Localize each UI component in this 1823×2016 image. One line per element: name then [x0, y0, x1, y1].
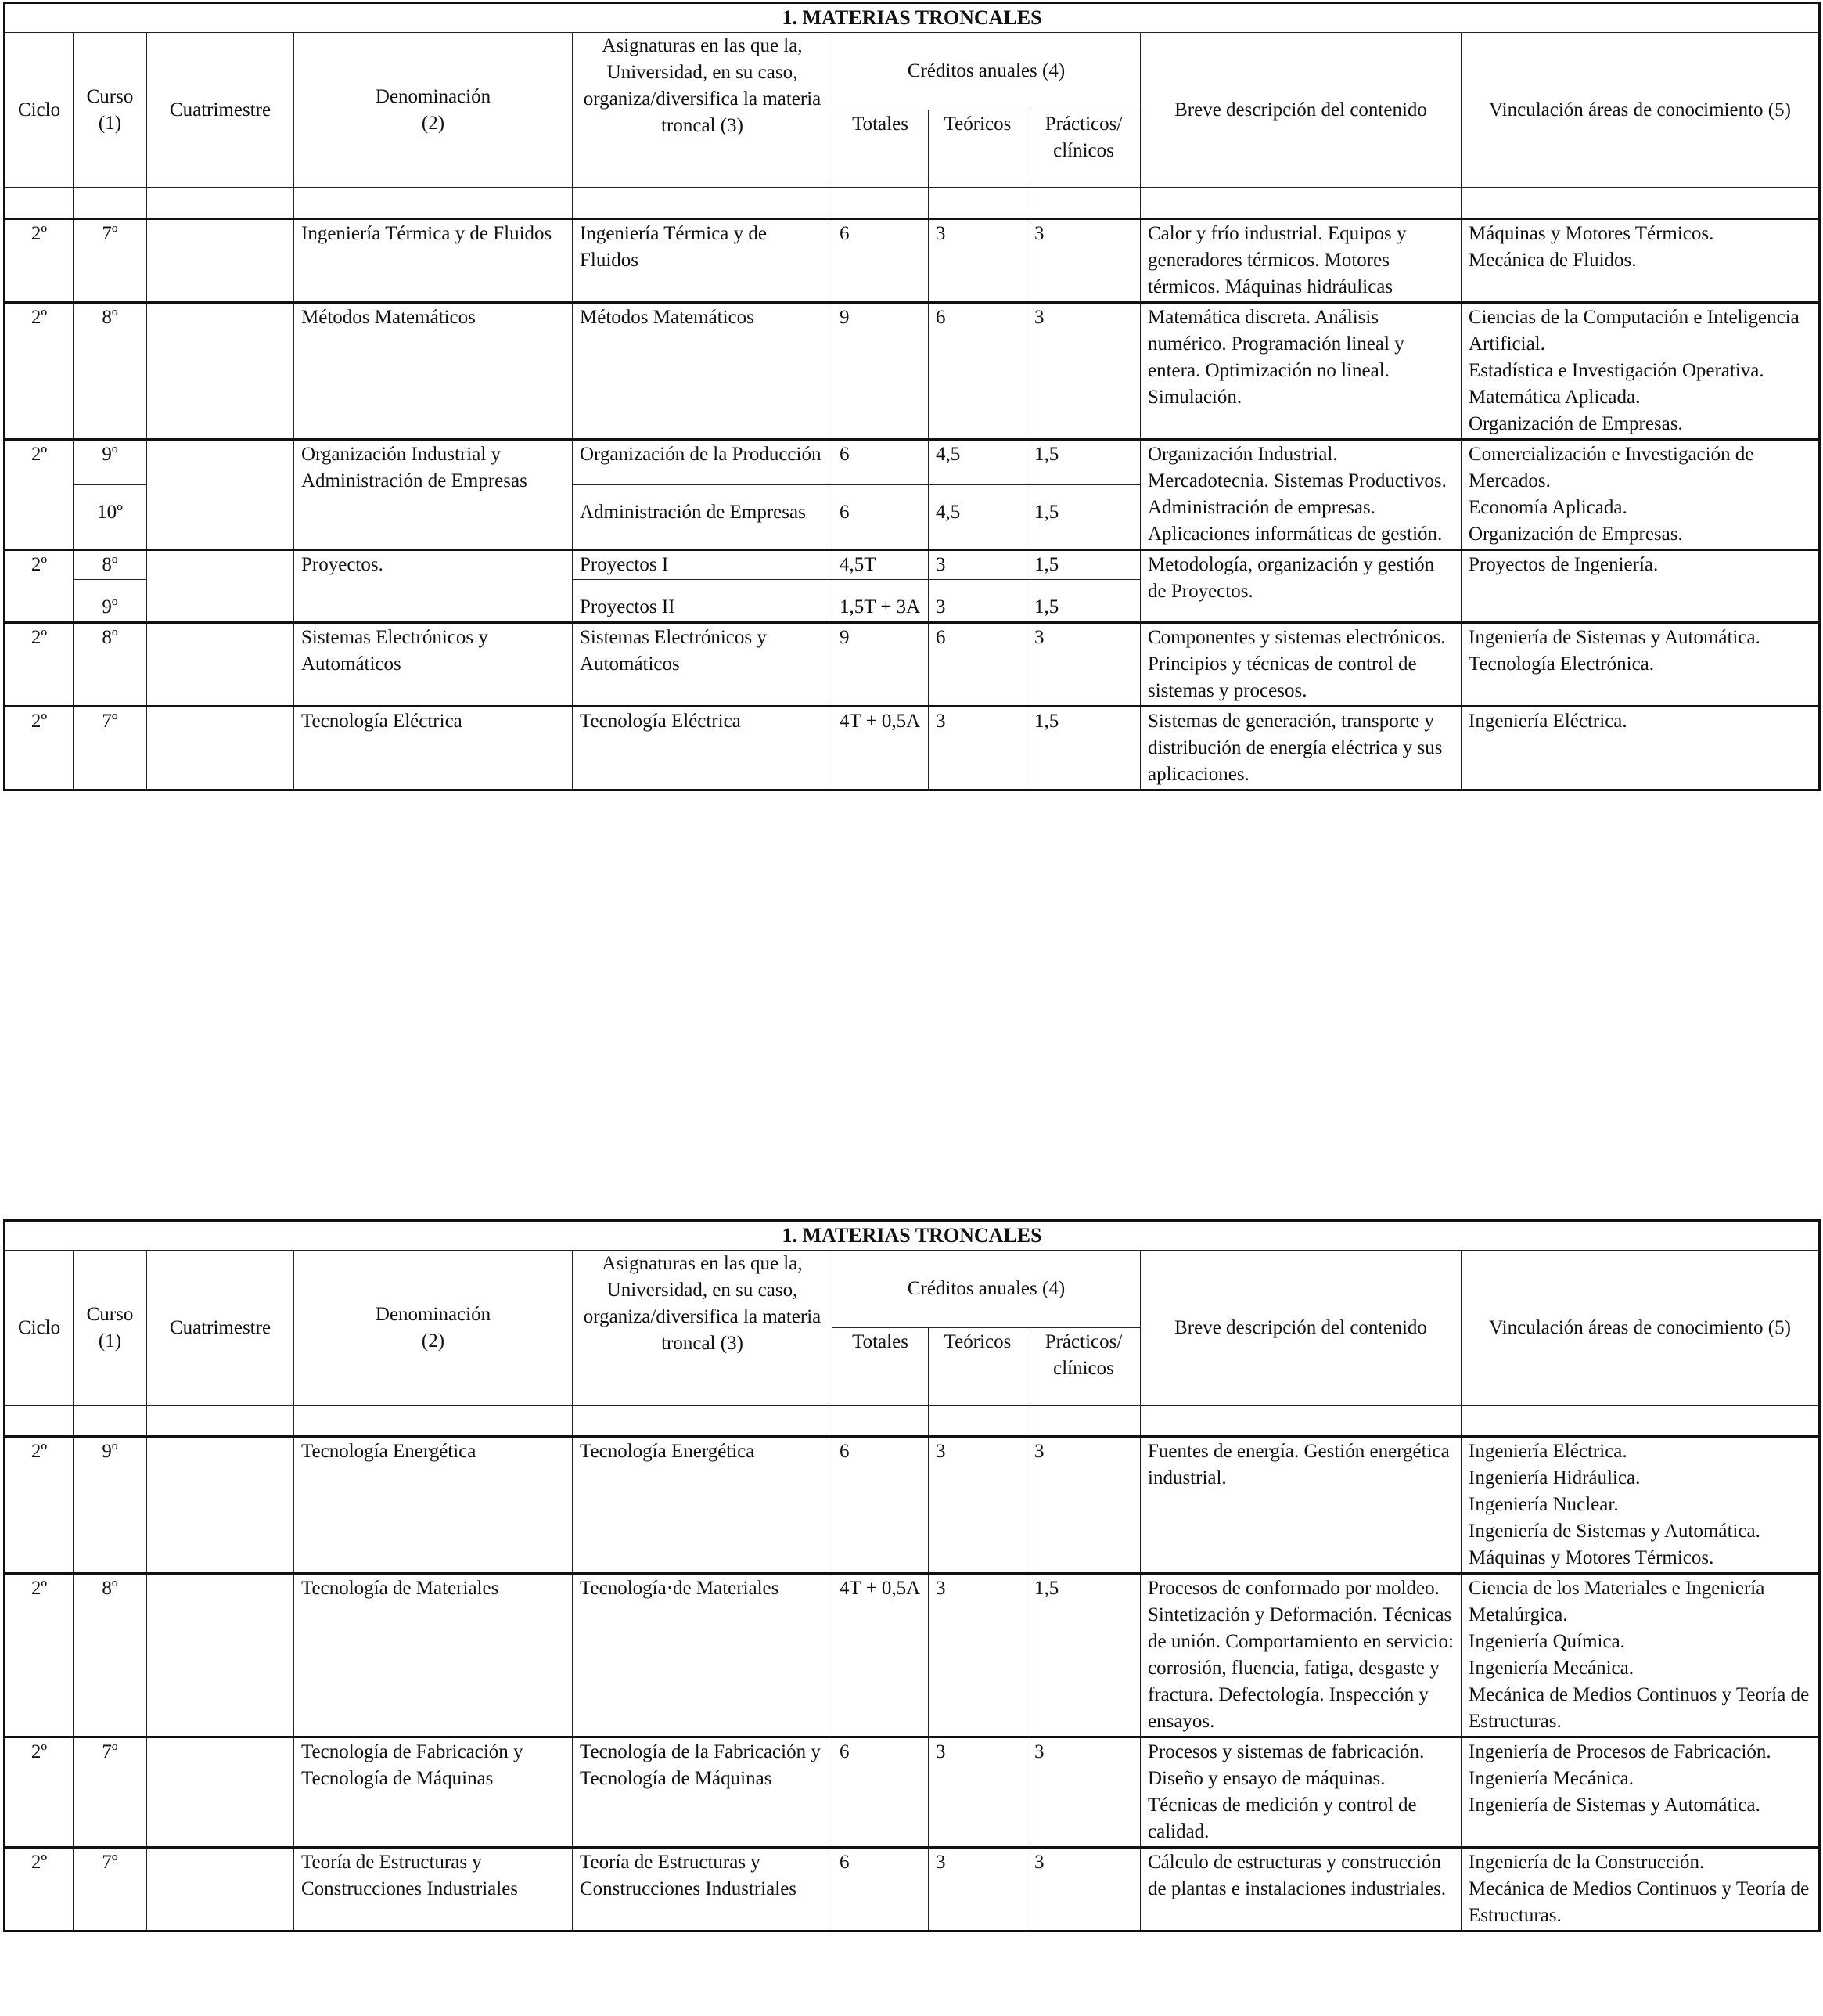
header-curso-note: (1): [98, 1330, 122, 1352]
header-denominacion-label: Denominación: [375, 85, 491, 107]
cell-practicos: 1,5: [1027, 707, 1141, 790]
cell-asignatura: Tecnología Energética: [573, 1437, 832, 1574]
header-curso-label: Curso: [86, 85, 134, 107]
cell-teoricos: 3: [929, 550, 1027, 580]
header-denominacion-note: (2): [421, 112, 445, 134]
cell-totales: 6: [832, 1848, 929, 1931]
cell-denominacion: Teoría de Estructuras y Construcciones Industriales: [294, 1848, 573, 1931]
header-gap: [147, 188, 294, 219]
cell-ciclo: 2º: [5, 440, 74, 550]
cell-ciclo: 2º: [5, 219, 74, 303]
header-denominacion-note: (2): [421, 1330, 445, 1352]
table-header: [5, 3, 1820, 219]
vinculacion-area: Ingeniería Mecánica.: [1469, 1768, 1634, 1789]
header-gap: [5, 1406, 74, 1437]
cell-curso: 7º: [74, 1848, 147, 1931]
cell-curso: 9º: [74, 580, 147, 623]
cell-teoricos: 3: [929, 1737, 1027, 1848]
cell-curso: 8º: [74, 1574, 147, 1737]
header-cuatrimestre: Cuatrimestre: [147, 1251, 294, 1406]
header-gap: [929, 1406, 1027, 1437]
header-gap: [147, 1406, 294, 1437]
header-asignaturas: Asignaturas en las que la, Universidad, en su caso, organiza/diversifica la materia troncal (3): [573, 1251, 832, 1406]
cell-teoricos: 3: [929, 1437, 1027, 1574]
cell-asignatura: Organización de la Producción: [573, 440, 832, 485]
cell-descripcion: Fuentes de energía. Gestión energética industrial.: [1141, 1437, 1462, 1574]
header-descripcion: Breve descripción del contenido: [1141, 33, 1462, 188]
cell-ciclo: 2º: [5, 1437, 74, 1574]
cell-asignatura: Proyectos II: [573, 580, 832, 623]
header-gap: [832, 1406, 929, 1437]
cell-practicos: 1,5: [1027, 484, 1141, 549]
table-title: 1. MATERIAS TRONCALES: [5, 3, 1820, 33]
cell-vinculacion: [1462, 1848, 1820, 1931]
vinculacion-area: Organización de Empresas.: [1469, 413, 1683, 434]
cell-teoricos: 3: [929, 1848, 1027, 1931]
cell-practicos: 3: [1027, 303, 1141, 440]
vinculacion-area: Ingeniería Eléctrica.: [1469, 1441, 1627, 1462]
cell-vinculacion: [1462, 1437, 1820, 1574]
cell-denominacion: Tecnología Energética: [294, 1437, 573, 1574]
vinculacion-area: Ciencia de los Materiales e Ingeniería Metalúrgica.: [1469, 1578, 1765, 1625]
table-row: [5, 1437, 1820, 1574]
vinculacion-area: Comercialización e Investigación de Mercados.: [1469, 444, 1754, 491]
cell-asignatura: Tecnología de la Fabricación y Tecnología de Máquinas: [573, 1737, 832, 1848]
cell-teoricos: 3: [929, 580, 1027, 623]
header-gap: [74, 188, 147, 219]
header-gap: [294, 188, 573, 219]
cell-curso: 7º: [74, 707, 147, 790]
cell-teoricos: 6: [929, 623, 1027, 707]
header-gap: [1027, 1406, 1141, 1437]
cell-ciclo: 2º: [5, 707, 74, 790]
vinculacion-area: Mecánica de Fluidos.: [1469, 250, 1637, 271]
cell-curso: 8º: [74, 623, 147, 707]
cell-descripcion: Procesos de conformado por moldeo. Sintetización y Deformación. Técnicas de unión. Comportamiento en servicio: corrosión, fluencia, fatiga, desgaste y fractura. Defectología. Inspección y ensayos.: [1141, 1574, 1462, 1737]
cell-ciclo: 2º: [5, 550, 74, 623]
cell-teoricos: 3: [929, 219, 1027, 303]
table-row: [5, 707, 1820, 790]
header-gap: [1141, 188, 1462, 219]
vinculacion-area: Mecánica de Medios Continuos y Teoría de Estructuras.: [1469, 1878, 1810, 1926]
header-practicos: Prácticos/ clínicos: [1027, 1328, 1141, 1406]
table-row: [5, 623, 1820, 707]
cell-ciclo: 2º: [5, 1848, 74, 1931]
table-row: [5, 303, 1820, 440]
cell-cuatrimestre: [147, 440, 294, 550]
table-body: [5, 219, 1820, 790]
cell-vinculacion: [1462, 440, 1820, 550]
vinculacion-area: Mecánica de Medios Continuos y Teoría de Estructuras.: [1469, 1684, 1810, 1732]
cell-totales: 6: [832, 1737, 929, 1848]
vinculacion-area: Ingeniería Mecánica.: [1469, 1658, 1634, 1679]
header-creditos: Créditos anuales (4): [832, 1251, 1141, 1328]
vinculacion-area: Ingeniería de Procesos de Fabricación.: [1469, 1741, 1771, 1762]
cell-vinculacion: [1462, 623, 1820, 707]
cell-denominacion: Sistemas Electrónicos y Automáticos: [294, 623, 573, 707]
cell-cuatrimestre: [147, 1574, 294, 1737]
header-gap: [1462, 1406, 1820, 1437]
header-practicos: Prácticos/ clínicos: [1027, 110, 1141, 188]
header-vinculacion: Vinculación áreas de conocimiento (5): [1462, 1251, 1820, 1406]
cell-cuatrimestre: [147, 1437, 294, 1574]
vinculacion-area: Matemática Aplicada.: [1469, 387, 1641, 408]
cell-totales: 6: [832, 1437, 929, 1574]
cell-descripcion: Componentes y sistemas electrónicos. Principios y técnicas de control de sistemas y procesos.: [1141, 623, 1462, 707]
cell-ciclo: 2º: [5, 1737, 74, 1848]
cell-teoricos: 4,5: [929, 484, 1027, 549]
cell-descripcion: Matemática discreta. Análisis numérico. Programación lineal y entera. Optimización no lineal. Simulación.: [1141, 303, 1462, 440]
header-gap: [1462, 188, 1820, 219]
cell-curso: 9º: [74, 1437, 147, 1574]
header-totales: Totales: [832, 1328, 929, 1406]
cell-teoricos: 3: [929, 707, 1027, 790]
header-teoricos: Teóricos: [929, 1328, 1027, 1406]
cell-curso: 7º: [74, 219, 147, 303]
header-asignaturas: Asignaturas en las que la, Universidad, en su caso, organiza/diversifica la materia troncal (3): [573, 33, 832, 188]
vinculacion-area: Máquinas y Motores Térmicos.: [1469, 223, 1714, 244]
cell-practicos: 1,5: [1027, 580, 1141, 623]
cell-vinculacion: [1462, 550, 1820, 623]
cell-denominacion: Tecnología de Materiales: [294, 1574, 573, 1737]
header-vinculacion: Vinculación áreas de conocimiento (5): [1462, 33, 1820, 188]
vinculacion-area: Ingeniería de Sistemas y Automática.: [1469, 1521, 1760, 1542]
cell-totales: 6: [832, 484, 929, 549]
cell-asignatura: Teoría de Estructuras y Construcciones Industriales: [573, 1848, 832, 1931]
header-curso-label: Curso: [86, 1303, 134, 1325]
cell-practicos: 1,5: [1027, 1574, 1141, 1737]
header-curso: [74, 1251, 147, 1406]
cell-cuatrimestre: [147, 303, 294, 440]
vinculacion-area: Ingeniería Nuclear.: [1469, 1494, 1619, 1515]
cell-denominacion: Organización Industrial y Administración de Empresas: [294, 440, 573, 550]
header-gap: [5, 188, 74, 219]
cell-asignatura: Tecnología Eléctrica: [573, 707, 832, 790]
cell-denominacion: Ingeniería Térmica y de Fluidos: [294, 219, 573, 303]
materias-troncales-table-2: [3, 1219, 1818, 1932]
cell-denominacion: Proyectos.: [294, 550, 573, 623]
vinculacion-area: Ingeniería de la Construcción.: [1469, 1852, 1705, 1873]
cell-ciclo: 2º: [5, 303, 74, 440]
cell-descripcion: Cálculo de estructuras y construcción de plantas e instalaciones industriales.: [1141, 1848, 1462, 1931]
vinculacion-area: Ingeniería Hidráulica.: [1469, 1467, 1641, 1489]
header-descripcion: Breve descripción del contenido: [1141, 1251, 1462, 1406]
header-gap: [832, 188, 929, 219]
table-row: [5, 1574, 1820, 1737]
cell-asignatura: Administración de Empresas: [573, 484, 832, 549]
vinculacion-area: Ingeniería Química.: [1469, 1631, 1625, 1652]
header-teoricos: Teóricos: [929, 110, 1027, 188]
cell-totales: 4T + 0,5A: [832, 1574, 929, 1737]
cell-asignatura: Métodos Matemáticos: [573, 303, 832, 440]
vinculacion-area: Organización de Empresas.: [1469, 524, 1683, 545]
cell-cuatrimestre: [147, 623, 294, 707]
header-ciclo: Ciclo: [5, 33, 74, 188]
cell-practicos: 3: [1027, 1737, 1141, 1848]
table-row: [5, 1737, 1820, 1848]
cell-cuatrimestre: [147, 1848, 294, 1931]
vinculacion-area: Proyectos de Ingeniería.: [1469, 554, 1659, 575]
header-gap: [74, 1406, 147, 1437]
cell-asignatura: Proyectos I: [573, 550, 832, 580]
cell-denominacion: Métodos Matemáticos: [294, 303, 573, 440]
header-totales: Totales: [832, 110, 929, 188]
cell-cuatrimestre: [147, 219, 294, 303]
cell-practicos: 3: [1027, 1848, 1141, 1931]
cell-curso: 9º: [74, 440, 147, 485]
cell-descripcion: Organización Industrial. Mercadotecnia. Sistemas Productivos. Administración de empresas. Aplicaciones informáticas de gestión.: [1141, 440, 1462, 550]
cell-curso: 7º: [74, 1737, 147, 1848]
cell-totales: 4,5T: [832, 550, 929, 580]
cell-totales: 6: [832, 219, 929, 303]
cell-ciclo: 2º: [5, 1574, 74, 1737]
vinculacion-area: Ingeniería Eléctrica.: [1469, 711, 1627, 732]
header-gap: [929, 188, 1027, 219]
header-denominacion-label: Denominación: [375, 1303, 491, 1325]
cell-descripcion: Procesos y sistemas de fabricación. Diseño y ensayo de máquinas. Técnicas de medición y control de calidad.: [1141, 1737, 1462, 1848]
cell-denominacion: Tecnología Eléctrica: [294, 707, 573, 790]
header-creditos: Créditos anuales (4): [832, 33, 1141, 110]
cell-practicos: 3: [1027, 623, 1141, 707]
header-gap: [573, 188, 832, 219]
cell-vinculacion: [1462, 1574, 1820, 1737]
cell-practicos: 1,5: [1027, 550, 1141, 580]
cell-asignatura: Sistemas Electrónicos y Automáticos: [573, 623, 832, 707]
cell-curso: 10º: [74, 484, 147, 549]
cell-descripcion: Sistemas de generación, transporte y distribución de energía eléctrica y sus aplicaciones.: [1141, 707, 1462, 790]
cell-cuatrimestre: [147, 707, 294, 790]
header-gap: [573, 1406, 832, 1437]
cell-totales: 9: [832, 623, 929, 707]
cell-cuatrimestre: [147, 1737, 294, 1848]
table-header: [5, 1221, 1820, 1437]
cell-descripcion: Calor y frío industrial. Equipos y generadores térmicos. Motores térmicos. Máquinas hidráulicas: [1141, 219, 1462, 303]
cell-asignatura: Ingeniería Térmica y de Fluidos: [573, 219, 832, 303]
cell-practicos: 3: [1027, 219, 1141, 303]
cell-teoricos: 4,5: [929, 440, 1027, 485]
cell-practicos: 1,5: [1027, 440, 1141, 485]
header-denominacion: [294, 1251, 573, 1406]
cell-teoricos: 3: [929, 1574, 1027, 1737]
cell-teoricos: 6: [929, 303, 1027, 440]
vinculacion-area: Estadística e Investigación Operativa.: [1469, 360, 1764, 381]
cell-totales: 1,5T + 3A: [832, 580, 929, 623]
table-row: [5, 1848, 1820, 1931]
cell-vinculacion: [1462, 219, 1820, 303]
vinculacion-area: Ingeniería de Sistemas y Automática.: [1469, 627, 1760, 648]
vinculacion-area: Ingeniería de Sistemas y Automática.: [1469, 1795, 1760, 1816]
table-row: [5, 440, 1820, 485]
vinculacion-area: Máquinas y Motores Térmicos.: [1469, 1547, 1714, 1568]
cell-asignatura: Tecnología·de Materiales: [573, 1574, 832, 1737]
header-denominacion: [294, 33, 573, 188]
header-cuatrimestre: Cuatrimestre: [147, 33, 294, 188]
cell-vinculacion: [1462, 1737, 1820, 1848]
table-title: 1. MATERIAS TRONCALES: [5, 1221, 1820, 1251]
header-gap: [1027, 188, 1141, 219]
materias-troncales-table-1: [3, 2, 1818, 791]
cell-descripcion: Metodología, organización y gestión de Proyectos.: [1141, 550, 1462, 623]
cell-totales: 9: [832, 303, 929, 440]
table-grid: [3, 2, 1821, 791]
header-gap: [1141, 1406, 1462, 1437]
cell-ciclo: 2º: [5, 623, 74, 707]
cell-denominacion: Tecnología de Fabricación y Tecnología de Máquinas: [294, 1737, 573, 1848]
vinculacion-area: Tecnología Electrónica.: [1469, 653, 1655, 675]
cell-totales: 6: [832, 440, 929, 485]
cell-totales: 4T + 0,5A: [832, 707, 929, 790]
table-grid: [3, 1219, 1821, 1932]
header-curso: [74, 33, 147, 188]
cell-cuatrimestre: [147, 550, 294, 623]
header-gap: [294, 1406, 573, 1437]
table-row: [5, 219, 1820, 303]
cell-vinculacion: [1462, 303, 1820, 440]
vinculacion-area: Economía Aplicada.: [1469, 497, 1627, 518]
cell-vinculacion: [1462, 707, 1820, 790]
table-row: [5, 550, 1820, 580]
vinculacion-area: Ciencias de la Computación e Inteligencia Artificial.: [1469, 307, 1800, 355]
header-curso-note: (1): [98, 112, 122, 134]
cell-curso: 8º: [74, 550, 147, 580]
cell-practicos: 3: [1027, 1437, 1141, 1574]
header-ciclo: Ciclo: [5, 1251, 74, 1406]
cell-curso: 8º: [74, 303, 147, 440]
table-body: [5, 1437, 1820, 1931]
